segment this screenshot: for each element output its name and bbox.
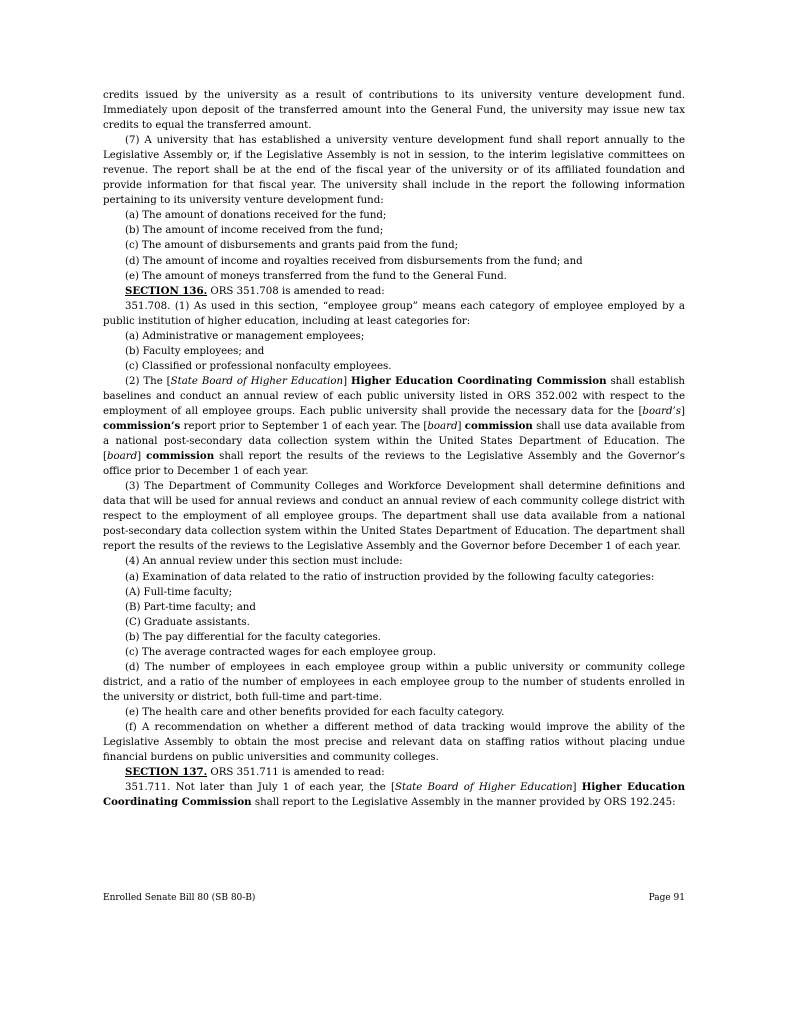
list-item: (b) The pay differential for the faculty categories. xyxy=(125,631,381,643)
list-item: (b) The amount of income received from the fund; xyxy=(125,225,384,237)
text-run: shall use data available from a national post-secondary data collection system within the United States Department of Education. The [ xyxy=(103,421,685,463)
section-text: ORS 351.711 is amended to read: xyxy=(207,767,385,779)
document-body xyxy=(103,88,685,810)
list-item: (d) The amount of income and royalties received from disbursements from the fund; and xyxy=(125,255,583,267)
list-item: (a) Administrative or management employees; xyxy=(125,330,365,342)
paragraph: 351.708. (1) As used in this section, “employee group” means each category of employee employed by a public institution of higher education, including at least categories for: xyxy=(103,300,685,327)
paragraph: (7) A university that has established a university venture development fund shall report annually to the Legislative Assembly or, if the Legislative Assembly is not in session, to the interim legislative committees on revenue. The report shall be at the end of the fiscal year of the university or of its affiliated foundation and provide information for that fiscal year. The university shall include in the report the following information pertaining to its university venture development fund: xyxy=(103,135,685,207)
paragraph: (3) The Department of Community Colleges and Workforce Development shall determine definitions and data that will be used for annual reviews and conduct an annual review of each community college district with respect to the employment of all employee groups. The department shall use data available from a national post-secondary data collection system within the United States Department of Education. The department shall report the results of the reviews to the Legislative Assembly and the Governor before December 1 of each year. xyxy=(103,481,685,553)
deleted-text: board xyxy=(106,451,138,463)
list-item: (b) Faculty employees; and xyxy=(125,345,265,357)
inserted-text: commission xyxy=(464,420,533,433)
inserted-text: Higher Education Coordinating Commission xyxy=(351,374,607,387)
deleted-text: State Board of Higher Education xyxy=(170,375,344,387)
text-run: ] xyxy=(457,421,465,433)
paragraph xyxy=(103,780,685,810)
list-item: (c) The amount of disbursements and grants paid from the fund; xyxy=(125,240,459,252)
inserted-text: Higher Education Coordinating Commission xyxy=(103,781,685,809)
list-item: (A) Full-time faculty; xyxy=(125,586,233,598)
section-heading xyxy=(103,284,685,299)
text-run: (2) The [ xyxy=(125,375,171,387)
paragraph: (f) A recommendation on whether a different method of data tracking would improve the ability of the Legislative Assembly to obtain the most precise and relevant data on staffing ratios without placing undue financial burdens on public universities and community colleges. xyxy=(103,721,685,764)
paragraph: (a) Examination of data related to the ratio of instruction provided by the following faculty categories: xyxy=(125,571,655,583)
deleted-text: board’s xyxy=(642,405,682,417)
list-item: (a) The amount of donations received for the fund; xyxy=(125,210,387,222)
text-run: ] xyxy=(681,405,685,417)
list-item: (c) The average contracted wages for each employee group. xyxy=(125,646,437,658)
text-run: shall establish baselines and conduct an annual review of each public university listed in ORS 352.002 with respect to the employment of all employee groups. Each public university shall provide the necessary data for the [ xyxy=(103,375,685,417)
deleted-text: board xyxy=(427,421,458,433)
paragraph xyxy=(103,374,685,479)
text-run: ] xyxy=(343,375,351,387)
section-text: ORS 351.708 is amended to read: xyxy=(207,285,385,297)
list-item: (c) Classified or professional nonfaculty employees. xyxy=(125,360,392,372)
text-run: ] xyxy=(572,782,582,794)
page-footer xyxy=(103,893,685,903)
paragraph: (d) The number of employees in each employee group within a public university or community college district, and a ratio of the number of employees in each employee group to the number of students enrolled in the university or district, both full-time and part-time. xyxy=(103,661,685,703)
footer-bill-title: Enrolled Senate Bill 80 (SB 80-B) xyxy=(103,893,256,903)
text-run: shall report the results of the reviews to the Legislative Assembly and the Governor’s office prior to December 1 of each year. xyxy=(103,451,685,478)
footer-page-number: Page 91 xyxy=(648,893,685,903)
section-heading xyxy=(103,765,685,780)
text-run: ] xyxy=(137,451,147,463)
text-run: shall report to the Legislative Assembly in the manner provided by ORS 192.245: xyxy=(251,797,676,809)
list-item: (e) The amount of moneys transferred from the fund to the General Fund. xyxy=(125,270,507,282)
section-label: SECTION 137. xyxy=(125,766,208,779)
paragraph: credits issued by the university as a result of contributions to its university venture development fund. Immediately upon deposit of the transferred amount into the General Fund, the university may issue new tax credits to equal the transferred amount. xyxy=(103,90,685,132)
section-label: SECTION 136. xyxy=(125,284,208,297)
inserted-text: commission xyxy=(146,450,215,463)
list-item: (e) The health care and other benefits provided for each faculty category. xyxy=(125,706,505,718)
list-item: (B) Part-time faculty; and xyxy=(125,601,256,613)
list-item: (C) Graduate assistants. xyxy=(125,616,250,628)
text-run: report prior to September 1 of each year. The [ xyxy=(180,421,428,433)
deleted-text: State Board of Higher Education xyxy=(395,782,573,794)
inserted-text: commission’s xyxy=(103,420,181,433)
text-run: 351.711. Not later than July 1 of each year, the [ xyxy=(125,782,396,794)
list-item: (4) An annual review under this section must include: xyxy=(125,556,403,568)
